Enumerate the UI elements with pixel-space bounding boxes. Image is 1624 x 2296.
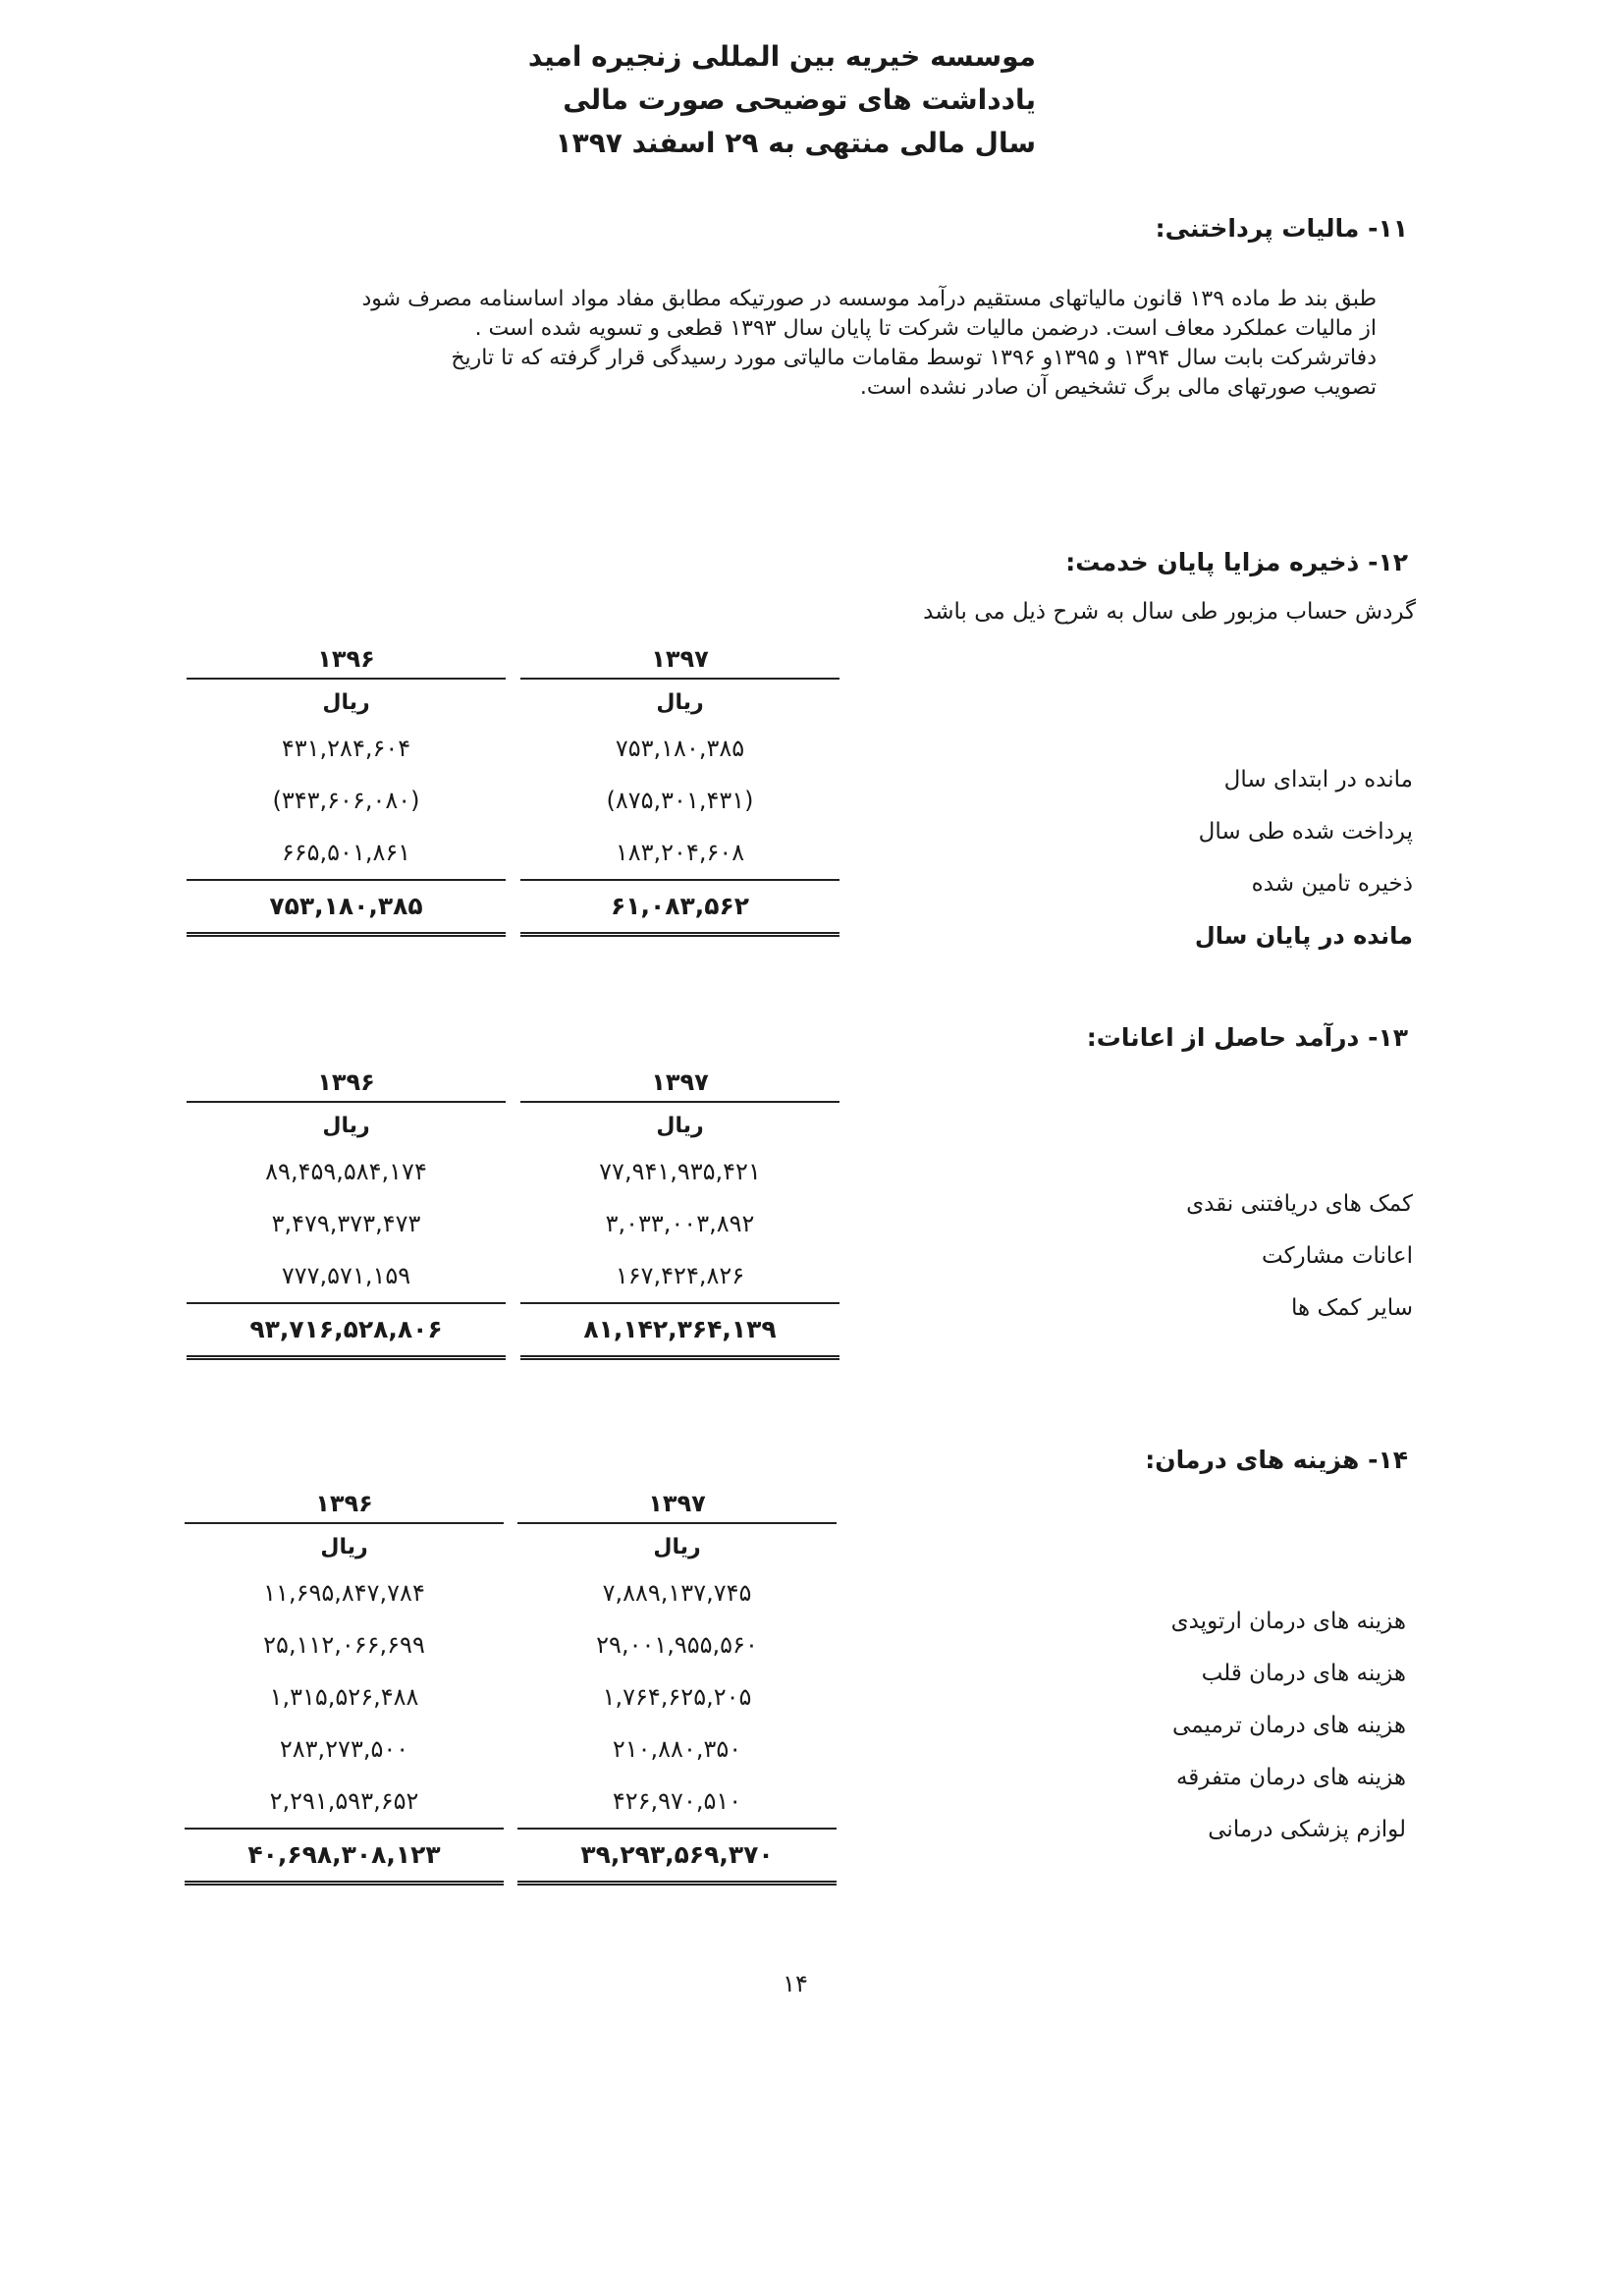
total-cell: ۶۱,۰۸۳,۵۶۲ [520,881,839,937]
paragraph-line: طبق بند ط ماده ۱۳۹ قانون مالیاتهای مستقیم درآمد موسسه در صورتیکه مطابق مفاد مواد اساسنامه مصرف شود [361,287,1377,311]
amount-cell: ۲۵,۱۱۲,۰۶۶,۶۹۹ [263,1631,425,1659]
section-12-title: ۱۲- ذخیره مزایا پایان خدمت: [1065,548,1408,576]
amount-cell: ۲۸۳,۲۷۳,۵۰۰ [279,1735,409,1763]
section-13-row-labels [1059,1178,1413,1335]
unit-label: ریال [320,1535,368,1559]
row-label: هزینه های درمان قلب [1201,1661,1406,1686]
document-header [393,35,1036,165]
amount-cell: ۲۱۰,۸۸۰,۳۵۰ [612,1735,742,1763]
row-label: پرداخت شده طی سال [1198,819,1413,845]
section-14-current-year-column [517,1485,837,1886]
row-label: هزینه های درمان متفرقه [1175,1765,1406,1790]
year-header: ۱۳۹۶ [315,1490,373,1517]
section-13-current-year-column [520,1064,839,1360]
amount-cell: ۱۱,۶۹۵,۸۴۷,۷۸۴ [263,1579,425,1607]
unit-label: ریال [322,1114,370,1138]
amount-cell: ۴۳۱,۲۸۴,۶۰۴ [281,735,411,762]
year-header: ۱۳۹۷ [648,1490,706,1517]
row-label: سایر کمک ها [1291,1295,1413,1321]
section-12-current-year-column [520,640,839,937]
paragraph-line: از مالیات عملکرد معاف است. درضمن مالیات شرکت تا پایان سال ۱۳۹۳ قطعی و تسویه شده است . [474,316,1377,341]
amount-cell: ۱۸۳,۲۰۴,۶۰۸ [520,827,839,881]
amount-cell: ۳,۰۳۳,۰۰۳,۸۹۲ [605,1210,755,1237]
amount-cell: ۴۲۶,۹۷۰,۵۱۰ [517,1776,837,1830]
paragraph-line: تصویب صورتهای مالی برگ تشخیص آن صادر نشده است. [859,375,1377,400]
amount-cell: ۲,۲۹۱,۵۹۳,۶۵۲ [185,1776,504,1830]
paragraph-line: دفاترشرکت بابت سال ۱۳۹۴ و ۱۳۹۵و ۱۳۹۶ توسط مقامات مالیاتی مورد رسیدگی قرار گرفته که تا تاریخ [451,346,1377,370]
total-cell: ۸۱,۱۴۲,۳۶۴,۱۳۹ [520,1304,839,1360]
total-cell: ۳۹,۲۹۳,۵۶۹,۳۷۰ [517,1830,837,1886]
section-13-prior-year-column [187,1064,506,1360]
section-14-prior-year-column [185,1485,504,1886]
amount-cell: ۷۵۳,۱۸۰,۳۸۵ [615,735,745,762]
amount-cell: ۸۹,۴۵۹,۵۸۴,۱۷۴ [265,1158,427,1185]
row-label: کمک های دریافتنی نقدی [1186,1191,1413,1217]
amount-cell: ۷,۸۸۹,۱۳۷,۷۴۵ [602,1579,752,1607]
row-label: لوازم پزشکی درمانی [1208,1817,1406,1842]
section-11-paragraph [206,285,1377,403]
section-11-title: ۱۱- مالیات پرداختنی: [1155,214,1408,243]
amount-cell: ۱,۷۶۴,۶۲۵,۲۰۵ [602,1683,752,1711]
amount-cell: ۶۶۵,۵۰۱,۸۶۱ [187,827,506,881]
amount-cell: ۷۷,۹۴۱,۹۳۵,۴۲۱ [599,1158,761,1185]
section-12-prior-year-column [187,640,506,937]
section-12-subtitle: گردش حساب مزبور طی سال به شرح ذیل می باشد [923,599,1416,625]
amount-cell: ۳,۴۷۹,۳۷۳,۴۷۳ [271,1210,421,1237]
year-header: ۱۳۹۶ [317,1068,375,1096]
fiscal-year-line: سال مالی منتهی به ۲۹ اسفند ۱۳۹۷ [555,127,1036,159]
unit-label: ریال [656,690,704,715]
row-label: مانده در ابتدای سال [1223,767,1413,793]
unit-label: ریال [656,1114,704,1138]
amount-cell: (۸۷۵,۳۰۱,۴۳۱) [606,787,754,814]
year-header: ۱۳۹۷ [651,1068,709,1096]
section-13-title: ۱۳- درآمد حاصل از اعانات: [1086,1023,1408,1052]
section-12-row-labels [1059,754,1413,962]
unit-label: ریال [322,690,370,715]
year-header: ۱۳۹۷ [651,645,709,673]
unit-label: ریال [653,1535,701,1559]
row-label: اعانات مشارکت [1262,1243,1413,1269]
row-label: هزینه های درمان ارتوپدی [1170,1609,1406,1634]
section-14-row-labels [1053,1596,1406,1856]
document-subtitle: یادداشت های توضیحی صورت مالی [563,83,1036,116]
amount-cell: (۳۴۳,۶۰۶,۰۸۰) [272,787,420,814]
page-number: ۱۴ [783,1970,808,1997]
amount-cell: ۱۶۷,۴۲۴,۸۲۶ [520,1250,839,1304]
amount-cell: ۲۹,۰۰۱,۹۵۵,۵۶۰ [596,1631,758,1659]
section-14-title: ۱۴- هزینه های درمان: [1145,1446,1408,1474]
total-cell: ۷۵۳,۱۸۰,۳۸۵ [187,881,506,937]
total-cell: ۹۳,۷۱۶,۵۲۸,۸۰۶ [187,1304,506,1360]
row-label: ذخیره تامین شده [1251,871,1413,897]
total-row-label: مانده در پایان سال [1194,922,1413,950]
amount-cell: ۷۷۷,۵۷۱,۱۵۹ [187,1250,506,1304]
total-cell: ۴۰,۶۹۸,۳۰۸,۱۲۳ [185,1830,504,1886]
amount-cell: ۱,۳۱۵,۵۲۶,۴۸۸ [269,1683,419,1711]
year-header: ۱۳۹۶ [317,645,375,673]
organization-name: موسسه خیریه بین المللی زنجیره امید [527,40,1036,73]
row-label: هزینه های درمان ترمیمی [1172,1713,1406,1738]
